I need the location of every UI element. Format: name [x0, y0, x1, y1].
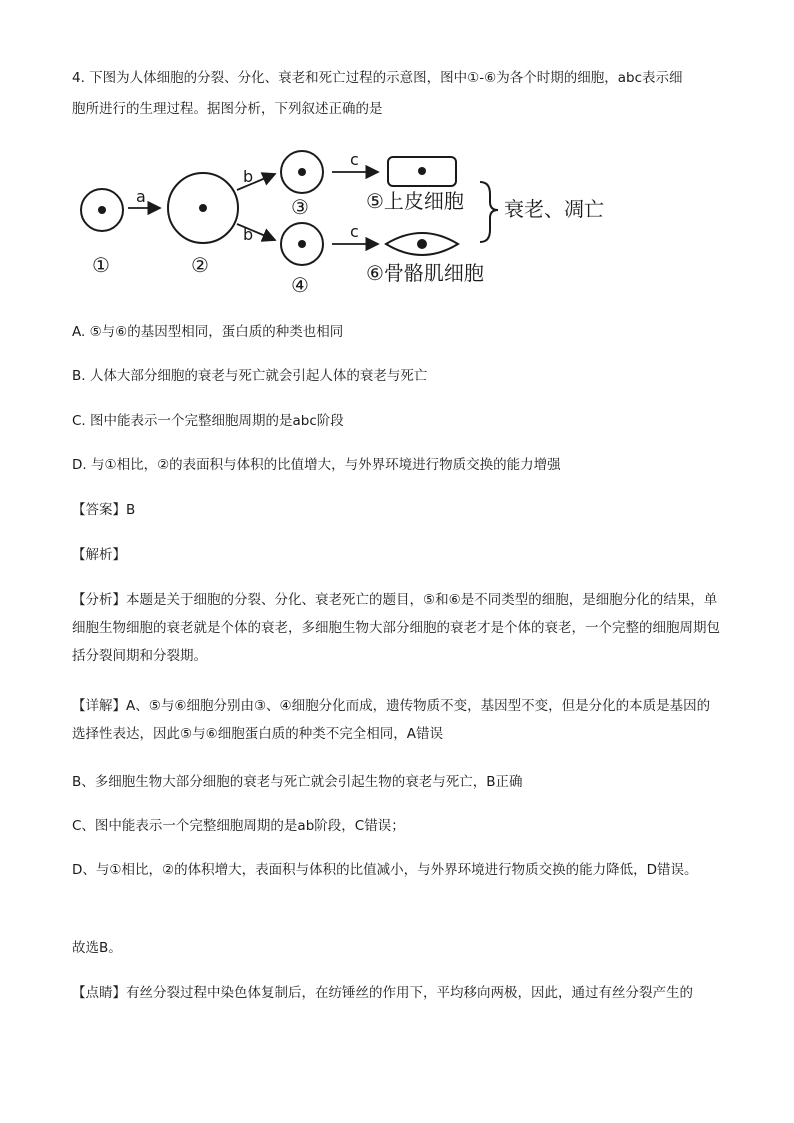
option-d: D. 与①相比，②的表面积与体积的比值增大，与外界环境进行物质交换的能力增强 — [72, 457, 561, 473]
brace — [480, 182, 498, 242]
question-line-2: 胞所进行的生理过程。据图分析，下列叙述正确的是 — [72, 101, 383, 117]
analysis-paragraph: 【分析】本题是关于细胞的分裂、分化、衰老死亡的题目，⑤和⑥是不同类型的细胞，是细胞分化的结果，单细胞生物细胞的衰老就是个体的衰老，多细胞生物大部分细胞的衰老才是个体的衰老，一个完整的细胞周期包括分裂间期和分裂期。 — [72, 592, 720, 664]
epithelial-cell-nucleus — [418, 167, 426, 175]
arrow-a-label: a — [136, 187, 146, 206]
cell-4-label: ④ — [291, 273, 309, 297]
cell-3-nucleus — [298, 168, 306, 176]
fate-label: 衰老、凋亡 — [504, 197, 604, 221]
cell-4-nucleus — [298, 240, 306, 248]
arrow-b-bottom-label: b — [243, 225, 254, 244]
arrow-c-top-label: c — [350, 150, 359, 169]
cell-1-nucleus — [98, 206, 106, 214]
answer-value: B — [126, 502, 136, 518]
cell-2-nucleus — [199, 204, 207, 212]
detail-c: C、图中能表示一个完整细胞周期的是ab阶段，C错误； — [72, 818, 405, 834]
answer-line — [72, 500, 135, 520]
arrow-c-bottom-label: c — [350, 222, 359, 241]
analysis-tag: 【解析】 — [72, 547, 126, 563]
key-point: 【点睛】有丝分裂过程中染色体复制后，在纺锤丝的作用下，平均移向两极，因此，通过有丝分裂产生的 — [72, 985, 693, 1001]
option-b: B. 人体大部分细胞的衰老与死亡就会引起人体的衰老与死亡 — [72, 368, 428, 384]
muscle-cell-nucleus — [417, 239, 427, 249]
answer-tag: 【答案】 — [72, 502, 126, 518]
cell-2-label: ② — [191, 253, 209, 277]
detail-b: B、多细胞生物大部分细胞的衰老与死亡就会引起生物的衰老与死亡，B正确 — [72, 774, 523, 790]
question-line-1: 4. 下图为人体细胞的分裂、分化、衰老和死亡过程的示意图，图中①-⑥为各个时期的细胞，abc表示细 — [72, 70, 683, 86]
arrow-b-top-label: b — [243, 167, 254, 186]
muscle-cell-label: ⑥骨骼肌细胞 — [366, 261, 484, 285]
detail-d: D、与①相比，②的体积增大，表面积与体积的比值减小，与外界环境进行物质交换的能力降低，D错误。 — [72, 862, 698, 878]
cell-process-diagram — [70, 140, 630, 300]
detail-paragraph: 【详解】A、⑤与⑥细胞分别由③、④细胞分化而成，遗传物质不变，基因型不变，但是分化的本质是基因的选择性表达，因此⑤与⑥细胞蛋白质的种类不完全相同，A错误 — [72, 698, 711, 742]
option-c: C. 图中能表示一个完整细胞周期的是abc阶段 — [72, 413, 344, 429]
epithelial-cell-label: ⑤上皮细胞 — [366, 189, 464, 213]
cell-3-label: ③ — [291, 195, 309, 219]
cell-1-label: ① — [92, 253, 110, 277]
option-a: A. ⑤与⑥的基因型相同，蛋白质的种类也相同 — [72, 324, 344, 340]
conclusion: 故选B。 — [72, 940, 122, 956]
